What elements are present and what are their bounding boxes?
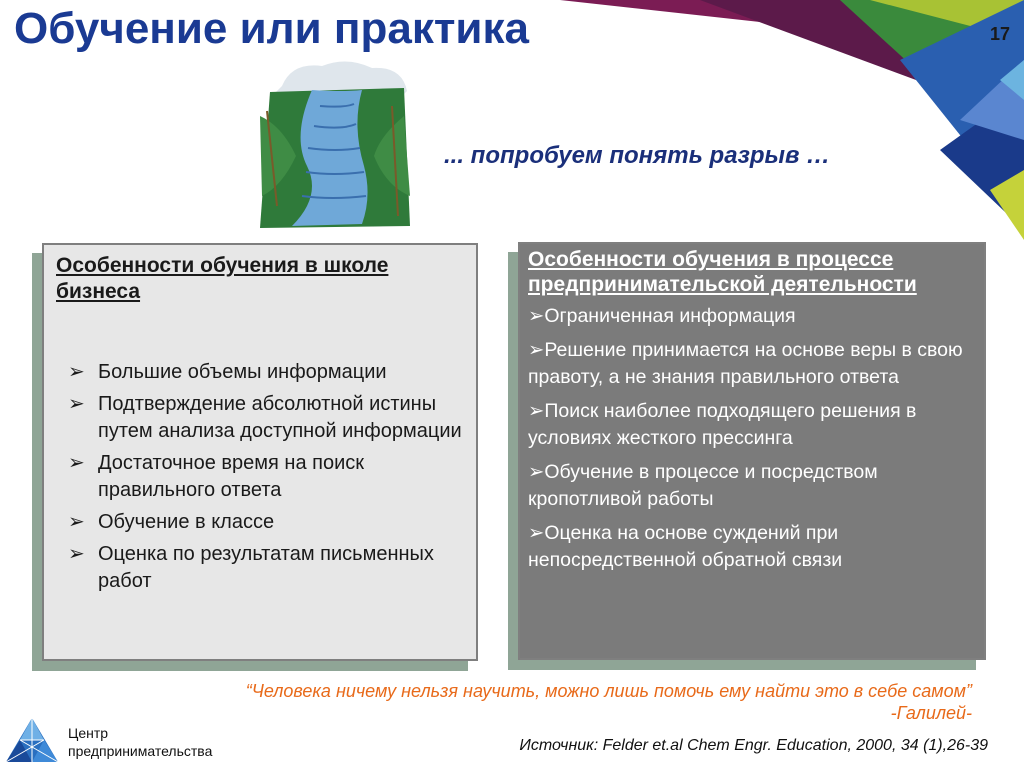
left-panel — [42, 243, 478, 661]
logo-line-2: предпринимательства — [68, 743, 213, 759]
arrow-bullet-icon: ➢ — [68, 452, 85, 474]
list-item — [56, 541, 464, 595]
triangle-logo-icon — [4, 716, 60, 764]
list-item-text: Подтверждение абсолютной истины путем анализа доступной информации — [98, 393, 462, 442]
arrow-bullet-icon: ➢ — [68, 393, 85, 415]
list-item: ➢Поиск наиболее подходящего решения в условиях жесткого прессинга — [528, 399, 917, 449]
river-landscape-illustration — [252, 56, 412, 232]
list-item-text: Обучение в классе — [98, 511, 275, 533]
arrow-bullet-icon: ➢ — [68, 361, 85, 383]
list-item: ➢Ограниченная информация — [528, 305, 796, 327]
right-panel-heading: Особенности обучения в процессе предпринимательской деятельности — [528, 248, 917, 296]
left-panel-heading: Особенности обучения в школе бизнеса — [56, 254, 389, 303]
left-panel-list — [56, 359, 464, 595]
source-citation: Источник: Felder et.al Chem Engr. Education, 2000, 34 (1),26-39 — [519, 737, 988, 754]
list-item: ➢Решение принимается на основе веры в свою правоту, а не знания правильного ответа — [528, 338, 963, 388]
list-item: ➢Оценка на основе суждений при непосредственной обратной связи — [528, 521, 843, 571]
arrow-bullet-icon: ➢ — [68, 543, 85, 565]
list-item — [56, 391, 464, 445]
logo-line-1: Центр — [68, 725, 109, 741]
list-item: ➢Обучение в процессе и посредством кропотливой работы — [528, 460, 878, 510]
quote-text: “Человека ничему нельзя научить, можно лишь помочь ему найти это в себе самом” — [245, 681, 972, 701]
subtitle: ... попробуем понять разрыв … — [444, 142, 831, 169]
list-item-text: Оценка по результатам письменных работ — [98, 543, 434, 592]
quote — [246, 680, 972, 724]
list-item-text: Большие объемы информации — [98, 361, 387, 383]
list-item-text: Достаточное время на поиск правильного ответа — [98, 452, 365, 501]
right-panel-list — [528, 303, 978, 575]
list-item — [56, 450, 464, 504]
right-panel — [518, 242, 986, 660]
slide-number: 17 — [989, 24, 1011, 44]
logo-text — [68, 724, 212, 760]
list-item — [56, 509, 464, 536]
arrow-bullet-icon: ➢ — [68, 511, 85, 533]
slide-title: Обучение или практика — [14, 4, 529, 53]
list-item — [56, 359, 464, 386]
quote-author: -Галилей- — [890, 703, 972, 723]
